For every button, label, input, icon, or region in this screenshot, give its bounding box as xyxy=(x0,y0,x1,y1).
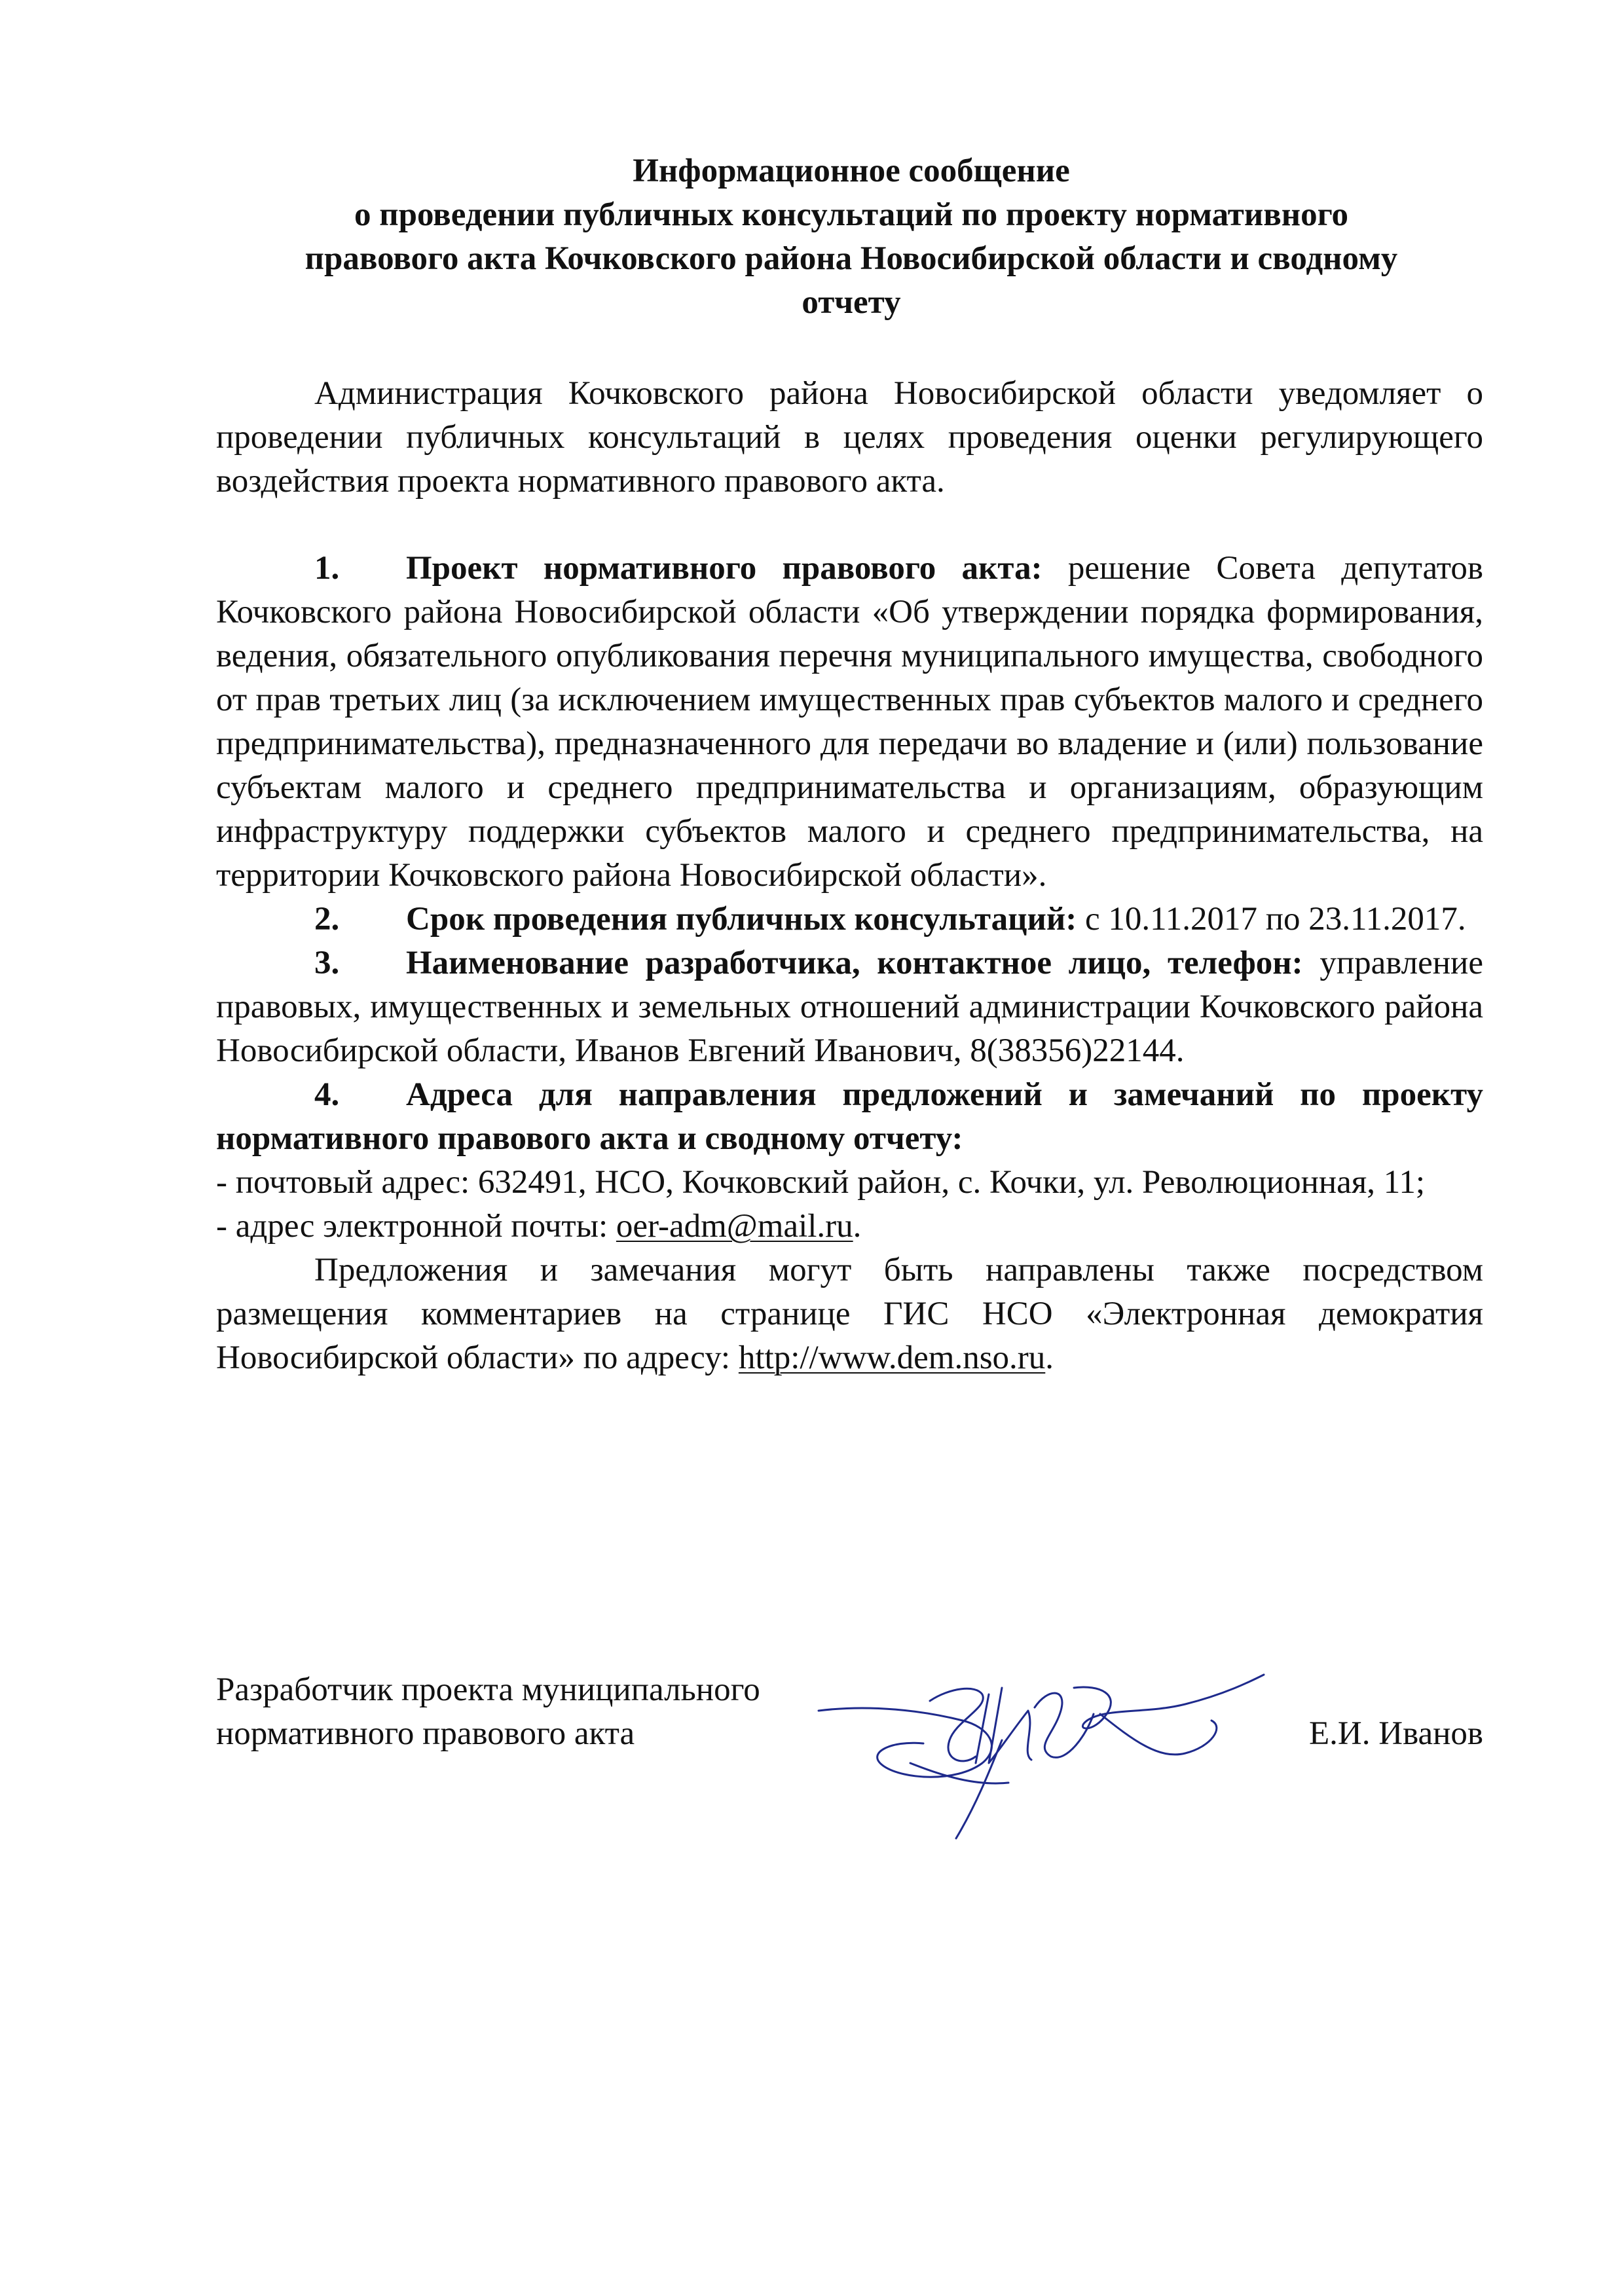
item-text: управление правовых, имущественных и земельных отношений администрации Кочковского района Новосибирской области, Иванов Евгений Иванович, 8(38356)22144. xyxy=(216,945,1483,1069)
handwritten-signature xyxy=(792,1649,1290,1858)
items-list xyxy=(216,547,1483,1380)
item-4 xyxy=(216,1073,1483,1161)
item-heading: Срок проведения публичных консультаций: xyxy=(406,901,1077,938)
email-address-line xyxy=(216,1205,1483,1248)
title-line-4: отчету xyxy=(802,284,901,321)
item-3 xyxy=(216,941,1483,1073)
tail-paragraph xyxy=(216,1248,1483,1380)
signer-title-line-2: нормативного правового акта xyxy=(216,1715,635,1752)
item-2 xyxy=(216,898,1483,941)
title-line-3: правового акта Кочковского района Новосибирской области и сводному xyxy=(304,240,1398,277)
item-text: с 10.11.2017 по 23.11.2017. xyxy=(1077,901,1466,938)
title-line-1: Информационное сообщение xyxy=(633,153,1070,189)
item-heading: Наименование разработчика, контактное лицо, телефон: xyxy=(406,945,1303,981)
email-suffix: . xyxy=(853,1208,862,1245)
intro-paragraph: Администрация Кочковского района Новосибирской области уведомляет о проведении публичных консультаций в целях проведения оценки регулирующего воздействия проекта нормативного правового акта. xyxy=(216,375,1483,500)
signature-block xyxy=(216,1668,1486,1838)
document-title xyxy=(216,149,1486,325)
email-label: - адрес электронной почты: xyxy=(216,1208,616,1245)
postal-address: - почтовый адрес: 632491, НСО, Кочковский район, с. Кочки, ул. Революционная, 11; xyxy=(216,1164,1426,1201)
title-line-2: о проведении публичных консультаций по проекту нормативного xyxy=(354,196,1349,233)
item-1 xyxy=(216,547,1483,898)
signer-name: Е.И. Иванов xyxy=(1309,1715,1483,1752)
email-link[interactable]: oer-adm@mail.ru xyxy=(616,1208,853,1245)
item-number: 2. xyxy=(314,901,340,938)
item-heading: Адреса для направления предложений и замечаний по проекту нормативного правового акта и сводному отчету: xyxy=(216,1076,1483,1157)
item-text: решение Совета депутатов Кочковского района Новосибирской области «Об утверждении порядка формирования, ведения, обязательного опубликования перечня муниципального имущества, свободного от прав третьих лиц (за исключением имущественных прав субъектов малого и среднего предпринимательства), предназначенного для передачи во владение и (или) пользование субъектам малого и среднего предпринимательства и организациям, образующим инфраструктуру поддержки субъектов малого и среднего предпринимательства, на территории Кочковского района Новосибирской области». xyxy=(216,550,1483,894)
item-heading: Проект нормативного правового акта: xyxy=(406,550,1043,587)
signer-title xyxy=(216,1668,871,1756)
website-link[interactable]: http://www.dem.nso.ru xyxy=(738,1339,1046,1376)
item-number: 3. xyxy=(314,945,340,981)
tail-suffix: . xyxy=(1045,1339,1054,1376)
tail-text: Предложения и замечания могут быть направлены также посредством размещения комментариев на странице ГИС НСО «Электронная демократия Новосибирской области» по адресу: xyxy=(216,1252,1483,1376)
signer-title-line-1: Разработчик проекта муниципального xyxy=(216,1671,760,1708)
item-number: 1. xyxy=(314,550,340,587)
item-number: 4. xyxy=(314,1076,340,1113)
